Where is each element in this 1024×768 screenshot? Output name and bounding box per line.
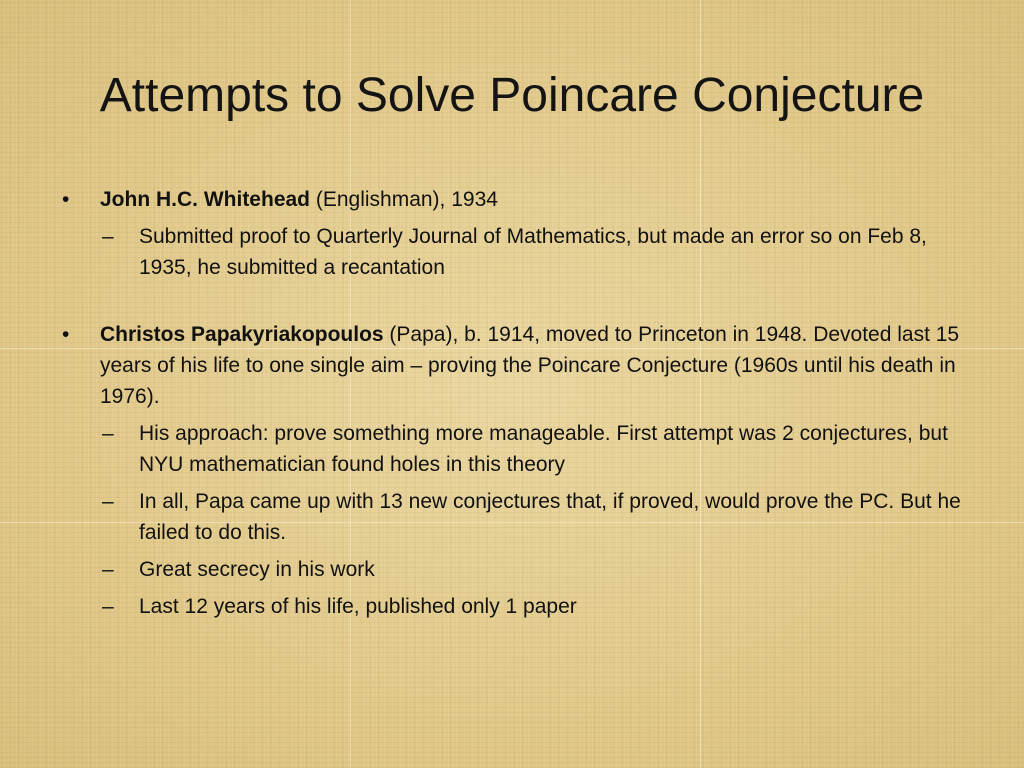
- dash-icon: –: [102, 422, 114, 445]
- bullet-item-papakyriakopoulos: [56, 319, 976, 412]
- sub-bullet-item: [56, 554, 976, 585]
- sub-bullet-text: In all, Papa came up with 13 new conjectures that, if proved, would prove the PC. But he failed to do this.: [139, 490, 961, 544]
- dash-icon: –: [102, 595, 114, 618]
- sub-bullet-item: [56, 221, 976, 283]
- dash-icon: –: [102, 490, 114, 513]
- sub-bullet-text: Submitted proof to Quarterly Journal of Mathematics, but made an error so on Feb 8, 1935, he submitted a recantation: [139, 225, 927, 279]
- sub-bullet-text: His approach: prove something more manageable. First attempt was 2 conjectures, but NYU mathematician found holes in this theory: [139, 422, 948, 476]
- sub-bullet-item: [56, 591, 976, 622]
- dash-icon: –: [102, 225, 114, 248]
- bullet-item-whitehead: [56, 184, 976, 215]
- sub-bullet-item: [56, 486, 976, 548]
- bullet-text: (Papa), b. 1914, moved to Princeton in 1948. Devoted last 15 years of his life to one single aim – proving the Poincare Conjecture (1960s until his death in 1976).: [100, 323, 960, 408]
- bullet-icon: •: [62, 188, 70, 211]
- slide-body: [56, 184, 976, 622]
- bullet-text: (Englishman), 1934: [310, 188, 498, 211]
- dash-icon: –: [102, 558, 114, 581]
- person-name: John H.C. Whitehead: [100, 188, 310, 211]
- bullet-icon: •: [62, 323, 70, 346]
- sub-bullet-text: Last 12 years of his life, published only 1 paper: [139, 595, 577, 618]
- slide-title: Attempts to Solve Poincare Conjecture: [99, 69, 925, 122]
- sub-bullet-item: [56, 418, 976, 480]
- sub-bullet-text: Great secrecy in his work: [139, 558, 375, 581]
- person-name: Christos Papakyriakopoulos: [100, 323, 384, 346]
